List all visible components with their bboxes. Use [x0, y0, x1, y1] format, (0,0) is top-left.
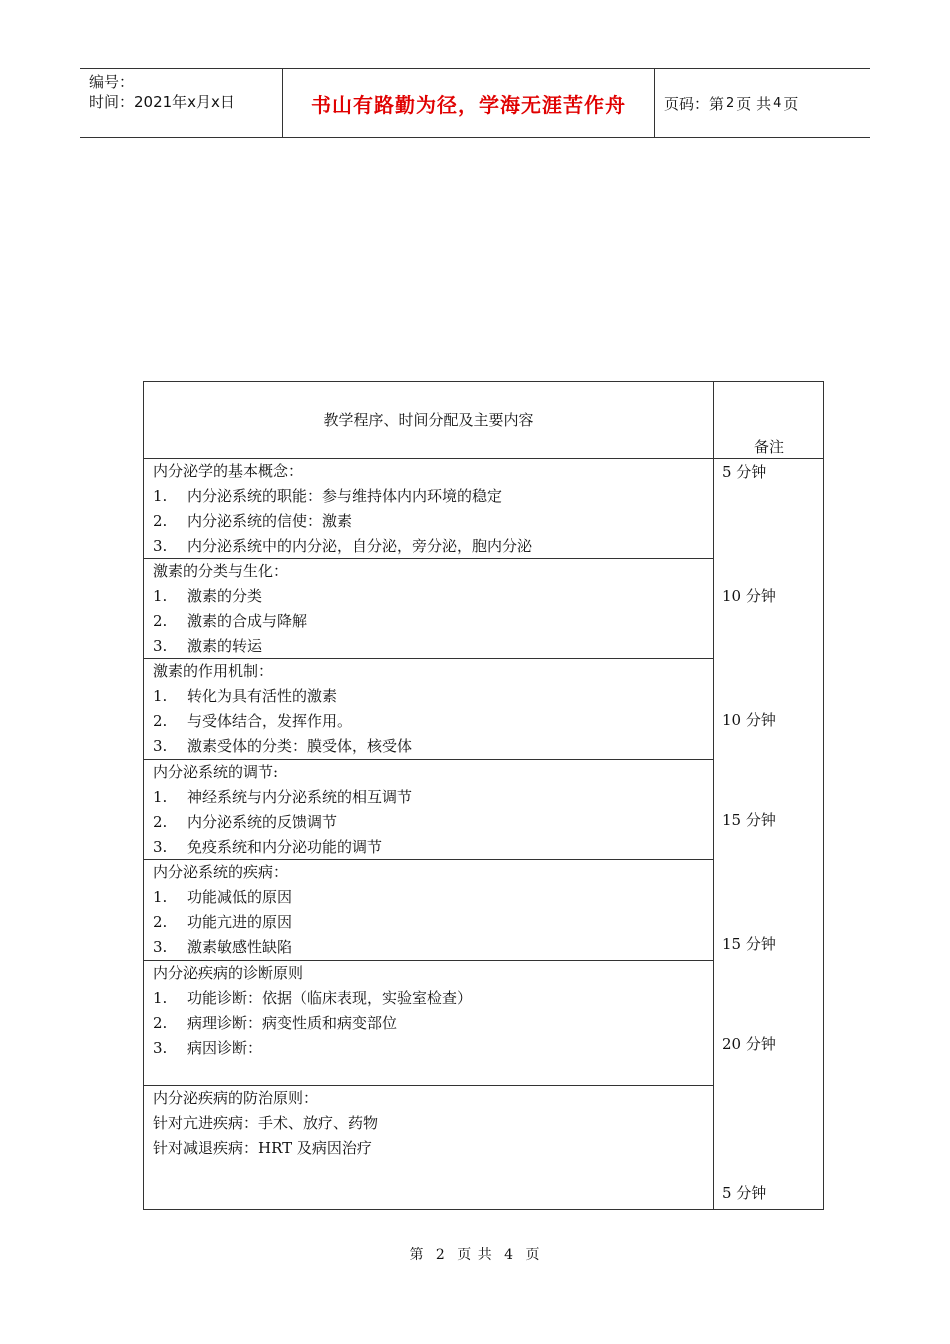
- list-item: [153, 986, 708, 1011]
- list-item: [153, 1136, 708, 1161]
- section-heading: 内分泌疾病的防治原则：: [153, 1089, 319, 1107]
- item-text: 针对减退疾病：HRT 及病因治疗: [153, 1139, 372, 1157]
- page-total: 4: [773, 95, 782, 111]
- time-remark: 15 分钟: [722, 811, 776, 829]
- item-text: 与受体结合，发挥作用。: [187, 712, 353, 730]
- list-item: [153, 584, 708, 609]
- list-item: [153, 1011, 708, 1036]
- item-text: 内分泌系统中的内分泌，自分泌，旁分泌，胞内分泌: [187, 537, 533, 555]
- section-hormone-mechanism: [153, 659, 708, 759]
- item-number: 1.: [153, 687, 168, 705]
- footer-total-pages: 4: [504, 1247, 515, 1263]
- header-motto-cell: [282, 69, 655, 137]
- item-text: 激素的分类: [187, 587, 263, 605]
- footer-suffix: 页: [525, 1247, 541, 1263]
- list-item: [153, 634, 708, 659]
- item-text: 病理诊断：病变性质和病变部位: [187, 1014, 398, 1032]
- time-remark: 5 分钟: [722, 1184, 767, 1202]
- item-number: 1.: [153, 487, 168, 505]
- item-number: 1.: [153, 587, 168, 605]
- date-label: 时间：2021年x月x日: [89, 93, 235, 111]
- page-label-mid: 页 共: [736, 94, 772, 113]
- page-label-prefix: 页码：第: [664, 94, 725, 113]
- time-remark: 15 分钟: [722, 935, 776, 953]
- item-number: 3.: [153, 938, 168, 956]
- item-text: 激素的转运: [187, 637, 263, 655]
- list-item: [153, 835, 708, 860]
- table-title: 教学程序、时间分配及主要内容: [323, 411, 534, 429]
- item-number: 2.: [153, 1014, 168, 1032]
- item-text: 激素受体的分类：膜受体，核受体: [187, 737, 413, 755]
- section-heading: 激素的作用机制：: [153, 662, 274, 680]
- list-item: [153, 910, 708, 935]
- column-divider: [713, 382, 714, 1209]
- item-text: 针对亢进疾病：手术、放疗、药物: [153, 1114, 379, 1132]
- list-item: [153, 785, 708, 810]
- item-number: 3.: [153, 1039, 168, 1057]
- list-item: [153, 810, 708, 835]
- item-text: 神经系统与内分泌系统的相互调节: [187, 788, 413, 806]
- item-text: 转化为具有活性的激素: [187, 687, 338, 705]
- section-heading: 激素的分类与生化：: [153, 562, 289, 580]
- list-item: [153, 709, 708, 734]
- number-label: 编号：: [89, 73, 135, 91]
- item-number: 3.: [153, 637, 168, 655]
- item-number: 3.: [153, 838, 168, 856]
- item-text: 激素的合成与降解: [187, 612, 308, 630]
- item-number: 2.: [153, 612, 168, 630]
- list-item: [153, 609, 708, 634]
- item-number: 1.: [153, 788, 168, 806]
- section-diagnosis-principles: [153, 961, 708, 1061]
- section-endocrine-regulation: [153, 760, 708, 860]
- footer-current-page: 2: [435, 1247, 446, 1263]
- item-text: 内分泌系统的职能：参与维持体内内环境的稳定: [187, 487, 503, 505]
- item-number: 2.: [153, 512, 168, 530]
- section-heading: 内分泌系统的疾病：: [153, 863, 289, 881]
- item-number: 2.: [153, 913, 168, 931]
- section-heading: 内分泌系统的调节:: [153, 763, 279, 781]
- section-heading: 内分泌疾病的诊断原则: [153, 964, 304, 982]
- item-text: 功能减低的原因: [187, 888, 293, 906]
- page-footer: [0, 1244, 950, 1264]
- list-item: [153, 534, 708, 559]
- teaching-plan-table: [143, 381, 824, 1210]
- section-treatment-principles: [153, 1086, 708, 1161]
- item-text: 内分泌系统的反馈调节: [187, 813, 338, 831]
- item-number: 3.: [153, 737, 168, 755]
- header-page-number: [655, 69, 870, 137]
- header-meta: [80, 69, 282, 137]
- list-item: [153, 885, 708, 910]
- item-text: 功能诊断：依据（临床表现，实验室检查）: [187, 989, 473, 1007]
- list-item: [153, 484, 708, 509]
- item-text: 激素敏感性缺陷: [187, 938, 293, 956]
- list-item: [153, 734, 708, 759]
- page-label-suffix: 页: [783, 94, 799, 113]
- footer-mid: 页 共: [457, 1247, 493, 1263]
- item-number: 3.: [153, 537, 168, 555]
- item-number: 2.: [153, 813, 168, 831]
- item-text: 功能亢进的原因: [187, 913, 293, 931]
- time-remark: 10 分钟: [722, 711, 776, 729]
- time-remark: 20 分钟: [722, 1035, 776, 1053]
- item-text: 病因诊断：: [187, 1039, 263, 1057]
- list-item: [153, 509, 708, 534]
- item-number: 1.: [153, 989, 168, 1007]
- list-item: [153, 1111, 708, 1136]
- remark-header: 备注: [753, 438, 784, 456]
- page-header: [80, 68, 870, 138]
- item-number: 2.: [153, 712, 168, 730]
- page-current: 2: [726, 95, 735, 111]
- list-item: [153, 935, 708, 960]
- item-text: 免疫系统和内分泌功能的调节: [187, 838, 383, 856]
- section-hormone-classification: [153, 559, 708, 659]
- time-remark: 10 分钟: [722, 587, 776, 605]
- section-basic-concepts: [153, 459, 708, 559]
- item-text: 内分泌系统的信使：激素: [187, 512, 353, 530]
- section-endocrine-diseases: [153, 860, 708, 960]
- list-item: [153, 684, 708, 709]
- header-motto: 书山有路勤为径，学海无涯苦作舟: [311, 92, 626, 117]
- time-remark: 5 分钟: [722, 463, 767, 481]
- section-heading: 内分泌学的基本概念：: [153, 462, 304, 480]
- footer-prefix: 第: [409, 1247, 425, 1263]
- list-item: [153, 1036, 708, 1061]
- item-number: 1.: [153, 888, 168, 906]
